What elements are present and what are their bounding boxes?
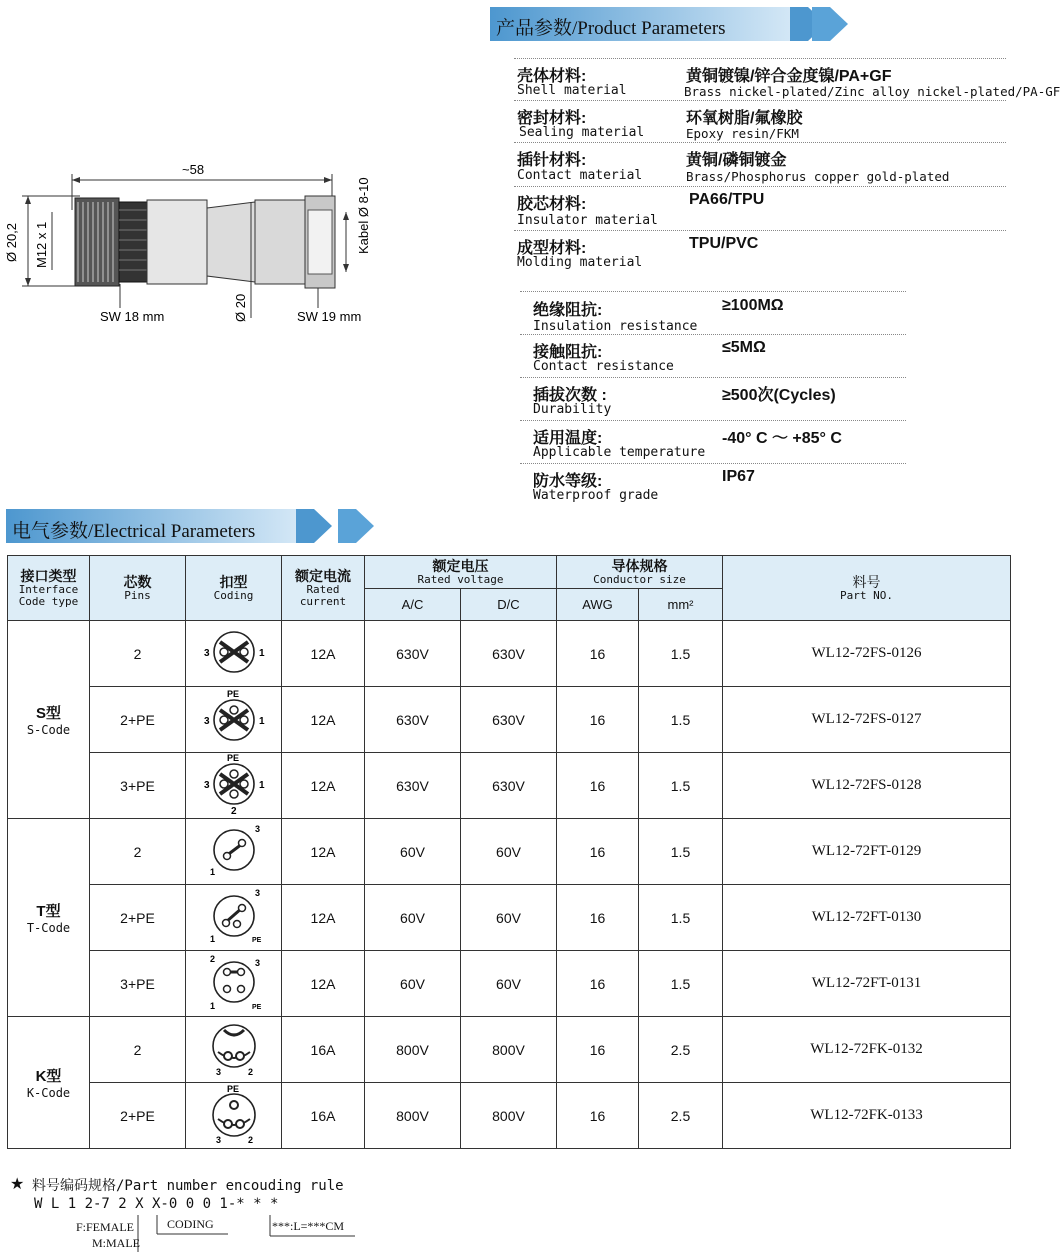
header-ac: A/C	[365, 589, 461, 621]
svg-text:1: 1	[258, 648, 265, 659]
material-row: 插针材料: Contact material 黄铜/磷铜镀金 Brass/Phosphorus copper gold-plated	[514, 142, 1006, 187]
male-label: M:MALE	[92, 1236, 140, 1250]
svg-text:1: 1	[209, 867, 215, 877]
table-row: 2+PE 3 1 PE 12A 60V 60V 16 1.5 WL12-72FT-0130	[8, 885, 1011, 951]
dia-body-dim: Ø 20	[233, 293, 248, 322]
header-interface: 接口类型 Interface Code type	[8, 556, 90, 621]
material-row: 胶芯材料: Insulator material PA66/TPU	[514, 186, 1006, 231]
svg-text:2: 2	[247, 1067, 253, 1077]
svg-text:1: 1	[258, 780, 265, 791]
code-s: S型 S-Code	[8, 621, 90, 819]
svg-text:2: 2	[230, 806, 237, 817]
svg-text:2: 2	[209, 954, 215, 964]
spec-row: 适用温度: Applicable temperature -40° C ～ +85° C	[520, 420, 906, 463]
spec-row: 接触阻抗: Contact resistance ≤5MΩ	[520, 334, 906, 377]
svg-text:1: 1	[209, 934, 215, 944]
svg-text:3: 3	[215, 1135, 221, 1145]
cable-dim: Kabel Ø 8-10	[356, 177, 371, 254]
electrical-parameters-title: 电气参数/Electrical Parameters	[12, 521, 256, 542]
spec-row: 防水等级: Waterproof grade IP67	[520, 463, 906, 506]
svg-text:PE: PE	[226, 1084, 239, 1094]
material-row: 成型材料: Molding material TPU/PVC	[514, 230, 1006, 275]
header-pins: 芯数 Pins	[90, 556, 186, 621]
connector-drawing	[0, 150, 390, 490]
dia-left-dim: Ø 20,2	[4, 222, 19, 262]
code-k: K型 K-Code	[8, 1017, 90, 1149]
svg-text:3: 3	[215, 1067, 221, 1077]
svg-text:PE: PE	[226, 753, 239, 763]
spec-row: 绝缘阻抗: Insulation resistance ≥100MΩ	[520, 291, 906, 334]
header-part: 料号 Part NO.	[723, 556, 1011, 621]
svg-text:PE: PE	[251, 937, 261, 944]
header-mm2: mm²	[639, 589, 723, 621]
electrical-table	[7, 555, 1011, 1149]
svg-text:3: 3	[254, 888, 260, 898]
coding-s3pe-icon	[186, 753, 282, 819]
header-dc: D/C	[461, 589, 557, 621]
rule-brackets	[10, 1172, 410, 1254]
electrical-parameters-banner	[6, 509, 376, 543]
svg-text:3: 3	[254, 824, 260, 834]
svg-text:3: 3	[203, 716, 210, 727]
coding-t2pe-icon	[186, 885, 282, 951]
header-current: 额定电流 Rated current	[282, 556, 365, 621]
sw18-label: SW 18 mm	[100, 309, 165, 324]
material-row: 壳体材料: Shell material 黄铜镀镍/锌合金度镍/PA+GF Brass nickel-plated/Zinc alloy nickel-plated/PA-GF	[514, 58, 1006, 101]
coding-t3pe-icon	[186, 951, 282, 1017]
header-coding: 扣型 Coding	[186, 556, 282, 621]
product-parameters-title: 产品参数/Product Parameters	[496, 18, 726, 39]
svg-text:PE: PE	[251, 1004, 261, 1011]
female-label: F:FEMALE	[76, 1220, 135, 1234]
svg-text:1: 1	[209, 1001, 215, 1011]
table-row: 3+PE PE 3 1 2 12A 630V 630V 16 1.5 WL12-72FS-0128	[8, 753, 1011, 819]
svg-text:3: 3	[203, 648, 210, 659]
coding-k2-icon	[186, 1017, 282, 1083]
sw19-label: SW 19 mm	[297, 309, 362, 324]
table-row: K型 K-Code 2 3 2 16A 800V 800V 16 2.5 WL12-72FK-0132	[8, 1017, 1011, 1083]
svg-text:2: 2	[247, 1135, 253, 1145]
table-row: T型 T-Code 2 3 1 12A 60V 60V 16 1.5 WL12-72FT-0129	[8, 819, 1011, 885]
svg-text:3: 3	[203, 780, 210, 791]
length-dim: ~58	[182, 162, 205, 177]
table-row: 2+PE PE 3 2 16A 800V 800V 16 2.5 WL12-72FK-0133	[8, 1083, 1011, 1149]
thread-dim: M12 x 1	[34, 221, 49, 268]
header-voltage: 额定电压 Rated voltage	[365, 556, 557, 589]
spec-row: 插拔次数 : Durability ≥500次(Cycles)	[520, 377, 906, 420]
table-row: 3+PE 2 3 1 PE 12A 60V 60V 16 1.5 WL12-72FT-0131	[8, 951, 1011, 1017]
coding-s2pe-icon	[186, 687, 282, 753]
header-awg: AWG	[557, 589, 639, 621]
code-t: T型 T-Code	[8, 819, 90, 1017]
length-label: ***:L=***CM	[272, 1219, 345, 1233]
coding-s2-icon	[186, 621, 282, 687]
coding-label: CODING	[167, 1217, 214, 1231]
table-row: S型 S-Code 2 3 1 12A 630V 630V 16 1.5 WL12-72FS-0126	[8, 621, 1011, 687]
product-parameters-banner	[490, 7, 856, 41]
coding-k2pe-icon	[186, 1083, 282, 1149]
coding-t2-icon	[186, 819, 282, 885]
table-row: 2+PE PE 3 1 12A 630V 630V 16 1.5 WL12-72FS-0127	[8, 687, 1011, 753]
svg-text:PE: PE	[226, 689, 239, 699]
rule-title: 料号编码规格/Part number encouding rule	[32, 1178, 344, 1194]
svg-text:1: 1	[258, 716, 265, 727]
header-conductor: 导体规格 Conductor size	[557, 556, 723, 589]
rule-code: W L 1 2-7 2 X X-0 0 0 1-* * *	[34, 1196, 279, 1212]
material-row: 密封材料: Sealing material 环氧树脂/氟橡胶 Epoxy resin/FKM	[514, 100, 1006, 143]
svg-text:3: 3	[254, 958, 260, 968]
part-number-rule	[10, 1172, 410, 1254]
star-icon: ★	[10, 1176, 25, 1193]
